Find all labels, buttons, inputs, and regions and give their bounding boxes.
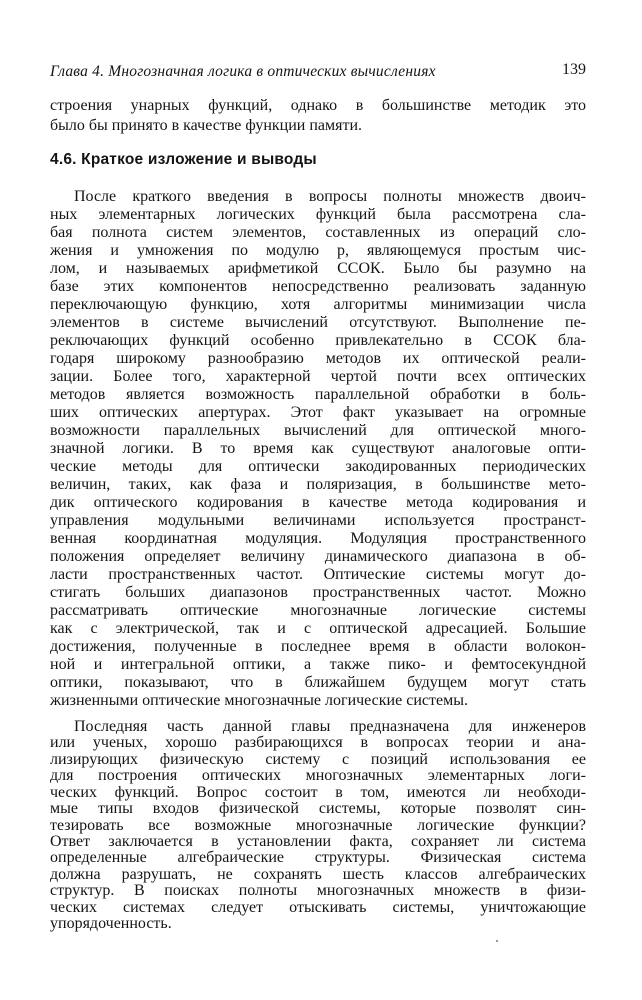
paragraph-line: жения и умножения по модулю p, являющемуся простым чис- bbox=[50, 242, 586, 259]
paragraph-line: лизирующих физическую систему с позиций использования ее bbox=[50, 750, 586, 768]
paragraph-line: оптики, показывают, что в ближайшем будущем могут стать bbox=[50, 674, 586, 691]
paragraph-line: переключающую функцию, хотя алгоритмы минимизации числа bbox=[50, 296, 586, 313]
paragraph-line: методов является возможность параллельной обработки в боль- bbox=[50, 386, 586, 403]
section-heading: 4.6. Краткое изложение и выводы bbox=[50, 151, 317, 168]
paragraph-line: элементов в системе вычислений отсутствуют. Выполнение пе- bbox=[50, 314, 586, 331]
paragraph-line: После краткого введения в вопросы полноты множеств двоич- bbox=[74, 188, 586, 205]
paragraph-line: ных элементарных логических функций была рассмотрена сла- bbox=[50, 206, 586, 223]
paragraph-line: для построения оптических многозначных элементарных логи- bbox=[50, 767, 586, 785]
paragraph-line: тезировать все возможные многозначные логические функции? bbox=[50, 816, 586, 834]
paragraph-line: жизненными оптические многозначные логические системы. bbox=[50, 692, 468, 709]
paragraph-line: ших оптических апертурах. Этот факт указывает на огромные bbox=[50, 404, 586, 421]
paragraph-line: положения определяет величину динамического диапазона в об- bbox=[50, 548, 586, 565]
paragraph-line: мые типы входов физической системы, которые позволят син- bbox=[50, 800, 586, 818]
intro-line: строения унарных функций, однако в большинстве методик это bbox=[50, 97, 586, 114]
paragraph-line: рассматривать оптические многозначные логические системы bbox=[50, 602, 586, 619]
paragraph-line: венная координатная модуляция. Модуляция пространственного bbox=[50, 530, 586, 547]
scan-speck bbox=[496, 940, 498, 942]
paragraph-line: реключающих функций особенно привлекательно в СCОК бла- bbox=[50, 332, 586, 349]
running-head bbox=[50, 61, 586, 85]
paragraph-line: бая полнота систем элементов, составленных из операций сло- bbox=[50, 224, 586, 241]
paragraph-line: управления модульными величинами используется пространст- bbox=[50, 512, 586, 529]
paragraph-line: структур. В поисках полноты многозначных множеств в физи- bbox=[50, 882, 586, 900]
paragraph-line: возможности параллельных вычислений для оптической много- bbox=[50, 422, 586, 439]
paragraph-line: величин, таких, как фаза и поляризация, в большинстве мето- bbox=[50, 476, 586, 493]
paragraph-line: зации. Более того, характерной чертой почти всех оптических bbox=[50, 368, 586, 385]
paragraph-line: Последняя часть данной главы предназначена для инженеров bbox=[74, 718, 586, 735]
paragraph-line: определенные алгебраические структуры. Физическая система bbox=[50, 849, 586, 867]
page-number: 139 bbox=[562, 61, 586, 78]
running-title: Глава 4. Многозначная логика в оптических вычислениях bbox=[50, 63, 436, 80]
paragraph-line: годаря широкому разнообразию методов их оптической реали- bbox=[50, 350, 586, 367]
paragraph-line: или ученых, хорошо разбирающихся в вопросах теории и ана- bbox=[50, 734, 586, 752]
paragraph-line: ласти пространственных частот. Оптические системы могут до- bbox=[50, 566, 586, 583]
paragraph-line: должна разрушать, не сохранять шесть классов алгебраических bbox=[50, 865, 586, 883]
paragraph-line: базе этих компонентов непосредственно реализовать заданную bbox=[50, 278, 586, 295]
paragraph-line: значной логики. В то время как существуют аналоговые опти- bbox=[50, 440, 586, 457]
paragraph-line: ческих системах следует отыскивать системы, уничтожающие bbox=[50, 898, 586, 916]
paragraph-line: дик оптического кодирования в качестве метода кодирования и bbox=[50, 494, 586, 511]
paragraph-line: стигать больших диапазонов пространственных частот. Можно bbox=[50, 584, 586, 601]
paragraph-line: упорядоченность. bbox=[50, 915, 172, 932]
paragraph-line: ческих функций. Вопрос состоит в том, имеются ли необходи- bbox=[50, 783, 586, 801]
paragraph-line: достижения, полученные в последнее время в области волокон- bbox=[50, 638, 586, 655]
paragraph-line: лом, и называемых арифметикой СCОК. Было бы разумно на bbox=[50, 260, 586, 277]
paragraph-line: Ответ заключается в установлении факта, сохраняет ли система bbox=[50, 832, 586, 850]
intro-line: было бы принято в качестве функции памяти. bbox=[50, 117, 363, 134]
paragraph-line: ческие методы для оптически закодированных периодических bbox=[50, 458, 586, 475]
paragraph-line: ной и интегральной оптики, а также пико- и фемтосекундной bbox=[50, 656, 586, 673]
paragraph-line: как с электрической, так и с оптической адресацией. Большие bbox=[50, 620, 586, 637]
